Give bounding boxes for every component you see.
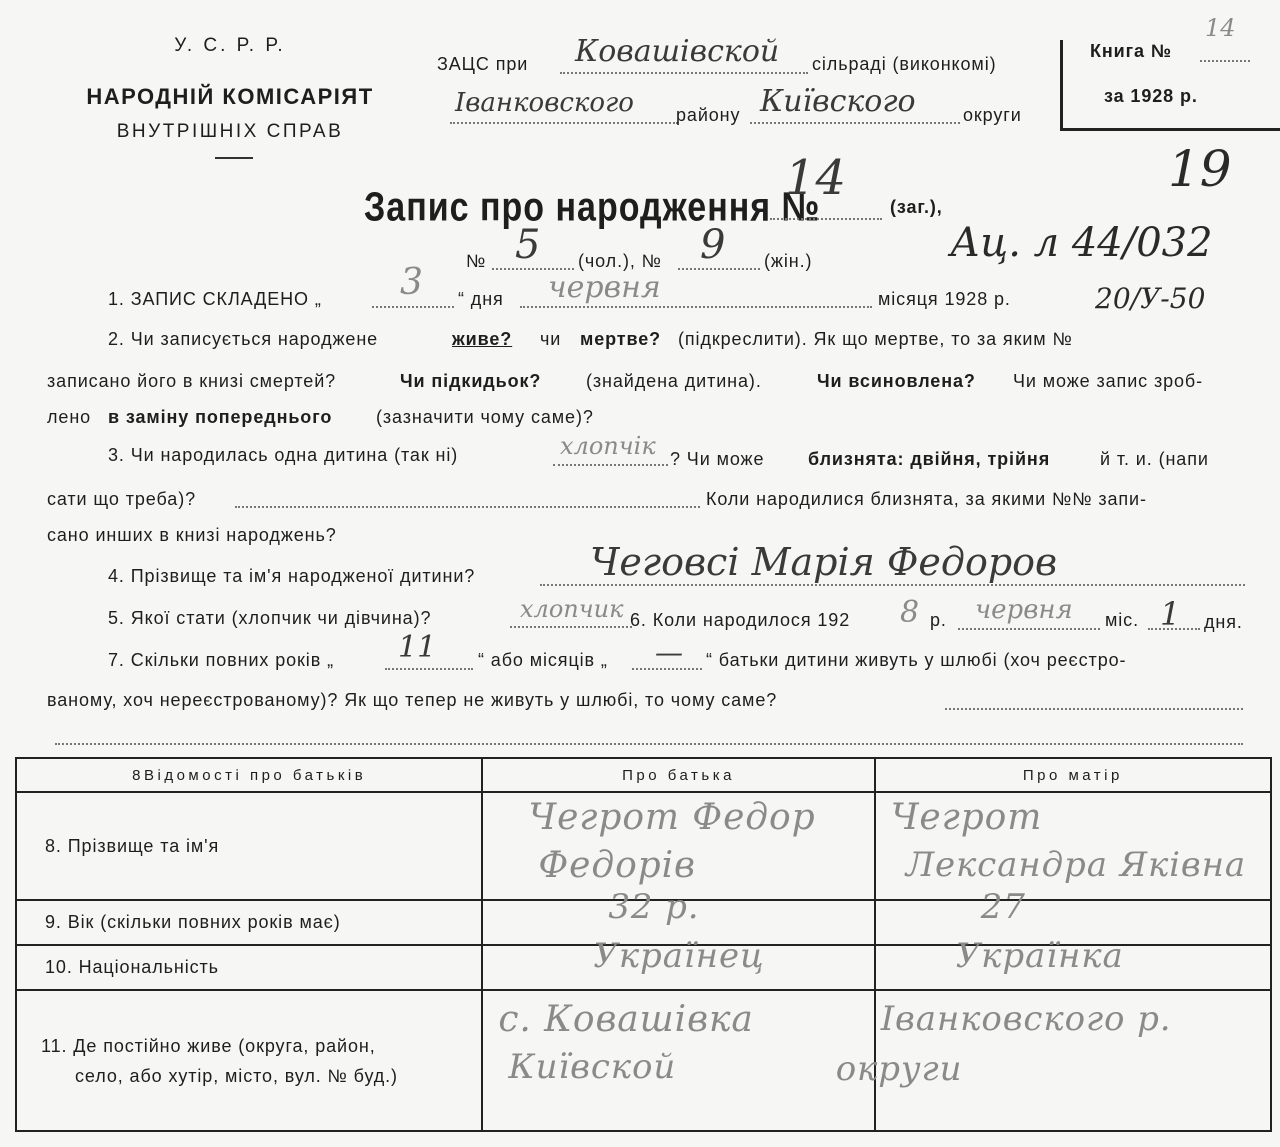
q2-line2-rest: Чи може запис зроб- (1013, 371, 1204, 391)
father-nationality: Українец (593, 936, 765, 976)
mother-name-line2: Лександра Яківна (905, 845, 1247, 885)
q3-line2-text: сати що треба)? (47, 489, 197, 509)
q2-alive-option: живе? (452, 329, 513, 349)
female-no-line (678, 268, 760, 270)
q2-line1-rest: (підкреслити). Як що мертве, то за яким № (678, 329, 1073, 349)
q1-day-label: “ дня (458, 289, 504, 309)
stamp-number: 19 (1168, 140, 1232, 198)
zags-prefix: ЗАЦС при (437, 54, 529, 74)
q7-months: — (655, 636, 683, 669)
district-value: Іванковского (455, 88, 634, 118)
q2-line1-text: 2. Чи записується народжене (108, 329, 379, 349)
col-header-info: 8Відомості про батьків (16, 758, 482, 792)
row-label-nationality: 10. Національність (16, 945, 482, 990)
book-label: Книга № (1090, 41, 1172, 61)
q6-day: 1 (1160, 595, 1181, 633)
father-name-line1: Чегрот Федор (528, 797, 816, 838)
record-number: 14 (785, 150, 847, 206)
father-age: 32 р. (608, 887, 700, 927)
q3-answer-line (553, 464, 668, 466)
q7-line2-blank (945, 708, 1243, 710)
q6-year-suffix: р. (930, 610, 947, 630)
q6-month-label: міс. (1105, 610, 1139, 630)
q5-answer-line (510, 626, 632, 628)
father-residence-line1: с. Ковашівка (498, 999, 754, 1040)
mother-age: 27 (980, 887, 1026, 927)
row-label-residence (16, 990, 482, 1131)
q2-line3-rest: (зазначити чому саме)? (376, 407, 594, 427)
mother-nationality-cell (875, 936, 1271, 990)
q2-adopted: Чи всиновлена? (817, 371, 976, 391)
book-year: за 1928 р. (1104, 86, 1198, 106)
q4-answer: Чеговсі Марія Федоров (590, 540, 1058, 584)
q2-replacement: в заміну попереднього (108, 407, 333, 427)
zags-village-value: Ковашівской (575, 34, 780, 69)
district-line (450, 122, 678, 124)
okrug-label: округи (963, 105, 1022, 125)
q6-day-label: дня. (1204, 612, 1243, 632)
q5-answer: хлопчик (520, 595, 624, 623)
mother-residence-cell (835, 990, 1271, 1131)
district-label: району (676, 105, 741, 125)
record-suffix: (заг.), (890, 197, 943, 217)
q7-years: 11 (398, 630, 437, 665)
father-name-cell (482, 792, 874, 900)
book-number-value: 14 (1205, 14, 1236, 42)
q4-answer-line (540, 584, 1245, 586)
q1-day-line (372, 306, 454, 308)
row-label-residence-line1: 11. Де постійно живе (округа, район, (41, 1035, 376, 1056)
mother-residence-line2: округи (835, 1049, 963, 1089)
q6-month: червня (975, 595, 1073, 625)
col-header-mother: Про матір (875, 758, 1271, 792)
q6-month-line (958, 628, 1100, 630)
q1-month-value: червня (548, 270, 661, 305)
q7-line2-text: ваному, хоч нереєстрованому)? Як що тепер не живуть у шлюбі, то чому саме? (47, 690, 778, 710)
q1-day-value: 3 (400, 262, 423, 303)
q1-month-label: місяця 1928 р. (878, 289, 1011, 309)
female-no-value: 9 (700, 222, 726, 268)
q1-reference: 20/У-50 (1095, 282, 1206, 315)
q6-label: 6. Коли народилося 192 (630, 610, 851, 630)
header-divider (215, 157, 253, 159)
male-no-suffix: (чол.), № (578, 251, 662, 271)
mother-name-line1: Чегрот (890, 797, 1043, 838)
q1-label: 1. ЗАПИС СКЛАДЕНО „ (108, 289, 322, 309)
record-title: Запис про народження № (364, 184, 821, 230)
mother-residence-line1: Іванковского р. (880, 999, 1172, 1039)
father-nationality-cell (482, 936, 874, 990)
row-label-name: 8. Прізвище та ім'я (16, 792, 482, 900)
republic-label: У. С. Р. Р. (174, 35, 286, 56)
commissariat-label: НАРОДНІЙ КОМІСАРІЯТ (86, 84, 374, 109)
male-no-label: № (466, 251, 487, 271)
table-row (16, 792, 1271, 900)
q2-dead-option: мертве? (580, 329, 662, 349)
okrug-line (750, 122, 960, 124)
parents-table (15, 757, 1272, 1132)
q1-month-line (520, 306, 872, 308)
q2-line2-note: (знайдена дитина). (586, 371, 762, 391)
table-row (16, 945, 1271, 990)
q2-line3-text: лено (47, 407, 92, 427)
q6-year-digit: 8 (900, 595, 920, 630)
q3-line1-text: 3. Чи народилась одна дитина (так ні) (108, 445, 459, 465)
row-label-age: 9. Вік (скільки повних років має) (16, 900, 482, 945)
department-label: ВНУТРІШНІХ СПРАВ (116, 121, 344, 142)
table-row (16, 990, 1271, 1131)
male-no-value: 5 (515, 222, 541, 268)
q4-label: 4. Прізвище та ім'я народженої дитини? (108, 566, 476, 586)
q3-answer: хлопчік (560, 432, 656, 460)
book-number-line (1200, 60, 1250, 62)
q2-or: чи (540, 329, 562, 349)
mother-name-cell (875, 792, 1271, 900)
q7-line3-blank (55, 743, 1243, 745)
q3-line2-rest: Коли народилися близнята, за якими №№ запи- (706, 489, 1147, 509)
q3-line1-mid: ? Чи може (670, 449, 765, 469)
father-name-line2: Федорів (538, 845, 696, 886)
father-residence-cell (482, 990, 874, 1131)
row-label-residence-line2: село, або хутір, місто, вул. № буд.) (75, 1065, 398, 1086)
female-no-suffix: (жін.) (764, 251, 813, 271)
q3-line2-blank (235, 506, 700, 508)
q7-line1-mid: “ або місяців „ (478, 650, 608, 670)
record-number-line (770, 218, 882, 220)
q2-foundling: Чи підкидьок? (400, 371, 542, 391)
zags-village-line (560, 72, 808, 74)
q5-label: 5. Якої стати (хлопчик чи дівчина)? (108, 608, 432, 628)
mother-nationality: Українка (955, 936, 1124, 976)
q7-line1-rest: “ батьки дитини живуть у шлюбі (хоч реєстро- (706, 650, 1127, 670)
q3-twins: близнята: двійня, трійня (808, 449, 1051, 469)
zags-suffix: сільраді (виконкомі) (812, 54, 997, 74)
q7-line1-text: 7. Скільки повних років „ (108, 650, 334, 670)
q2-line2-text: записано його в книзі смертей? (47, 371, 337, 391)
father-residence-line2: Київской (508, 1047, 677, 1087)
q7-years-line (385, 668, 473, 670)
okrug-value: Київского (760, 84, 916, 119)
parents-header-row (16, 758, 1271, 792)
q3-line3-text: сано инших в книзі народжень? (47, 525, 337, 545)
col-header-father: Про батька (482, 758, 874, 792)
q3-line1-rest: й т. и. (напи (1100, 449, 1209, 469)
archive-reference: Ац. л 44/032 (950, 220, 1213, 266)
